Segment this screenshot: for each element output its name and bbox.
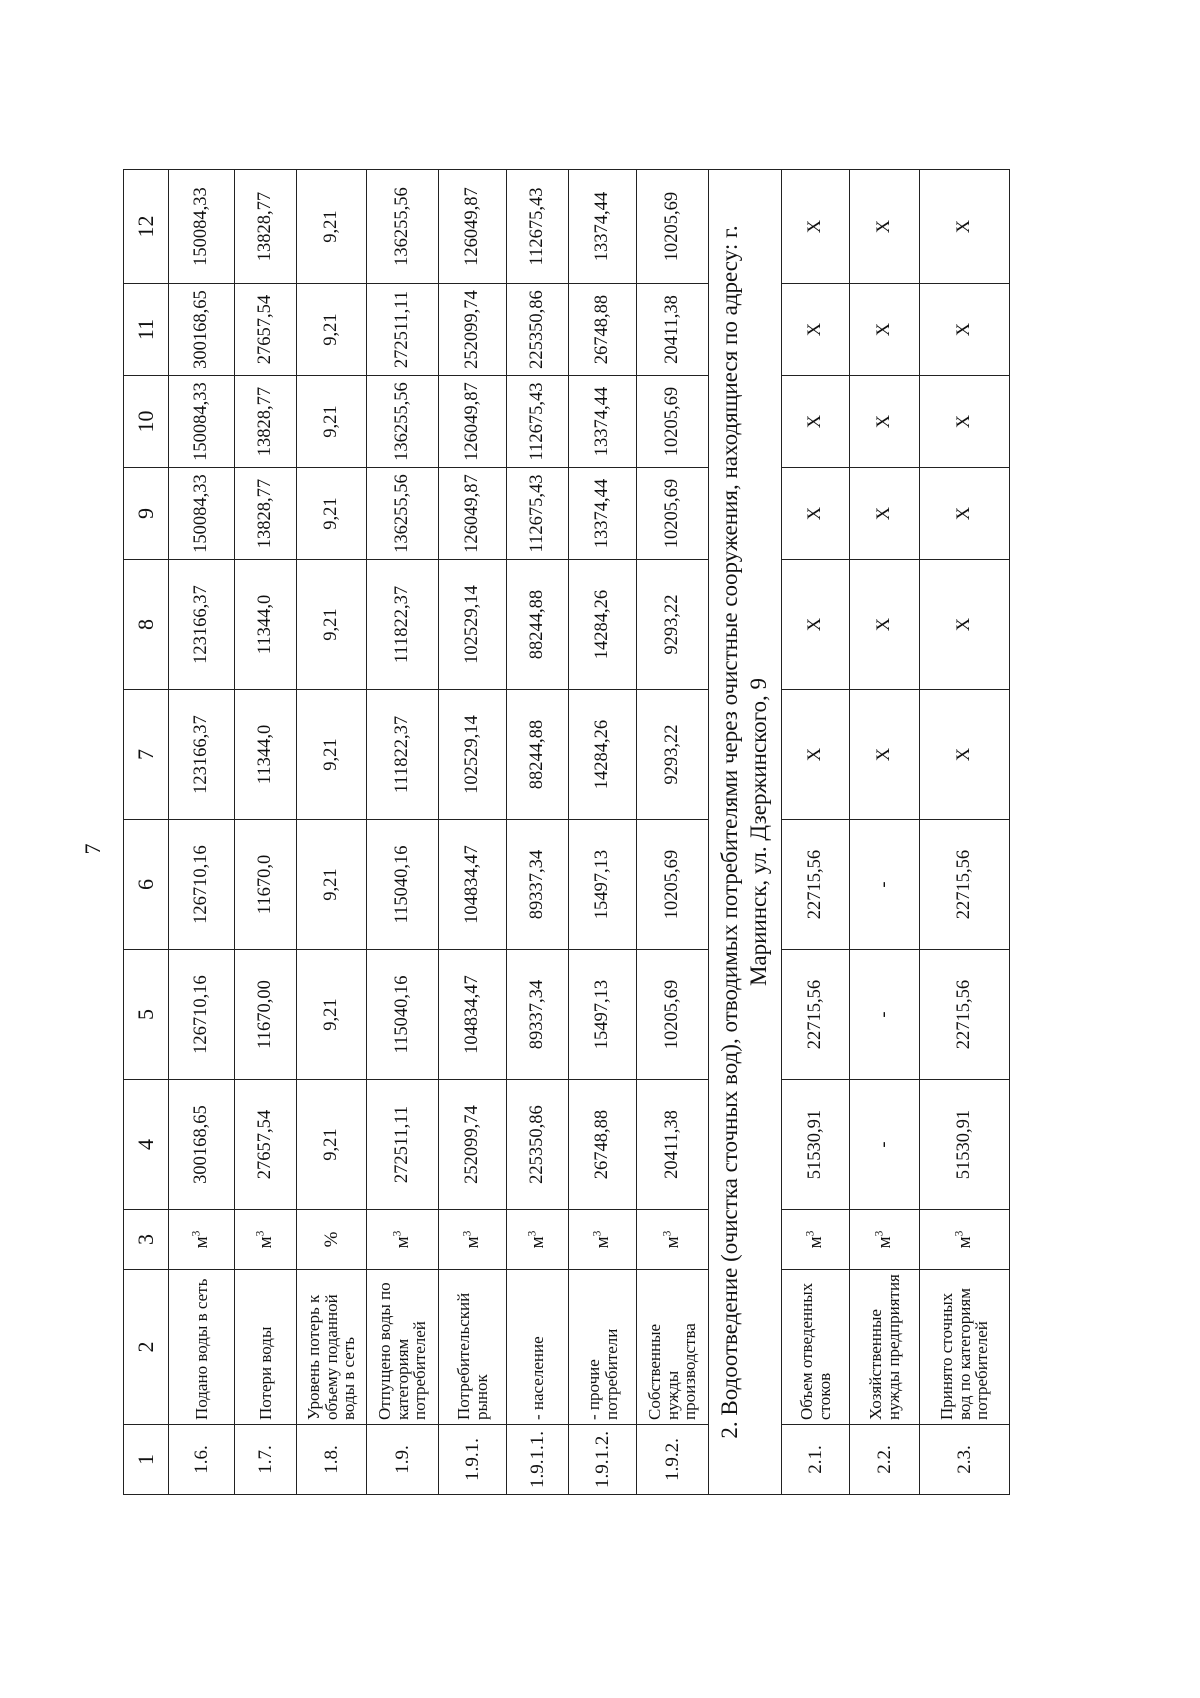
row-number: 1.8. — [297, 1425, 367, 1495]
value-cell: 104834,47 — [439, 950, 507, 1080]
row-label: Потребительский рынок — [439, 1270, 507, 1425]
value-cell: - — [850, 1080, 920, 1210]
value-cell: 13374,44 — [569, 376, 637, 468]
row-number: 1.6. — [169, 1425, 235, 1495]
value-cell: 22715,56 — [782, 820, 850, 950]
value-cell: 150084,33 — [169, 468, 235, 560]
column-header: 4 — [124, 1080, 169, 1210]
row-label: Отпущено воды по категориям потребителей — [367, 1270, 439, 1425]
value-cell: 13828,77 — [235, 376, 297, 468]
value-cell: Х — [850, 170, 920, 284]
value-cell: 9,21 — [297, 376, 367, 468]
value-cell: Х — [920, 560, 1010, 690]
table-row — [782, 170, 850, 1495]
value-cell: 111822,37 — [367, 690, 439, 820]
column-header: 9 — [124, 468, 169, 560]
row-label: - прочие потребители — [569, 1270, 637, 1425]
unit-cell: $м^3$ — [169, 1210, 235, 1270]
value-cell: 11670,00 — [235, 950, 297, 1080]
unit-cell: $м^3$ — [850, 1210, 920, 1270]
value-cell: 9,21 — [297, 284, 367, 376]
value-cell: 11344,0 — [235, 560, 297, 690]
unit-exponent: 3 — [190, 1230, 203, 1237]
value-cell: Х — [850, 468, 920, 560]
value-cell: 136255,56 — [367, 468, 439, 560]
value-cell: 27657,54 — [235, 1080, 297, 1210]
value-cell: 272511,11 — [367, 1080, 439, 1210]
value-cell: Х — [782, 468, 850, 560]
value-cell: Х — [850, 690, 920, 820]
value-cell: 89337,34 — [507, 820, 569, 950]
unit-cell: $м^3$ — [782, 1210, 850, 1270]
header-row — [124, 170, 169, 1495]
value-cell: 9,21 — [297, 1080, 367, 1210]
value-cell: 112675,43 — [507, 376, 569, 468]
value-cell: 27657,54 — [235, 284, 297, 376]
value-cell: 104834,47 — [439, 820, 507, 950]
row-label: Собственные нужды производства — [637, 1270, 709, 1425]
value-cell: 14284,26 — [569, 690, 637, 820]
page-number: 7 — [80, 843, 105, 855]
value-cell: 126049,87 — [439, 376, 507, 468]
unit-exponent: 3 — [526, 1230, 539, 1237]
value-cell: 112675,43 — [507, 170, 569, 284]
unit-cell: $м^3$ — [637, 1210, 709, 1270]
value-cell: 115040,16 — [367, 950, 439, 1080]
column-header: 8 — [124, 560, 169, 690]
table-row — [569, 170, 637, 1495]
value-cell: - — [850, 950, 920, 1080]
column-header: 1 — [124, 1425, 169, 1495]
value-cell: Х — [850, 284, 920, 376]
value-cell: Х — [920, 468, 1010, 560]
value-cell: Х — [782, 690, 850, 820]
value-cell: Х — [782, 170, 850, 284]
table-row — [637, 170, 709, 1495]
value-cell: 20411,38 — [637, 284, 709, 376]
table-row — [850, 170, 920, 1495]
value-cell: 22715,56 — [920, 950, 1010, 1080]
value-cell: 88244,88 — [507, 690, 569, 820]
value-cell: 111822,37 — [367, 560, 439, 690]
column-header: 7 — [124, 690, 169, 820]
value-cell: 9293,22 — [637, 560, 709, 690]
value-cell: Х — [920, 284, 1010, 376]
unit-cell: $м^3$ — [507, 1210, 569, 1270]
value-cell: 126710,16 — [169, 820, 235, 950]
row-label: Уровень потерь к объему поданной воды в сеть — [297, 1270, 367, 1425]
value-cell: 272511,11 — [367, 284, 439, 376]
value-cell: 13374,44 — [569, 170, 637, 284]
row-number: 1.9.1.1. — [507, 1425, 569, 1495]
value-cell: 15497,13 — [569, 820, 637, 950]
value-cell: 51530,91 — [920, 1080, 1010, 1210]
value-cell: 9,21 — [297, 820, 367, 950]
value-cell: 115040,16 — [367, 820, 439, 950]
section-title-row — [709, 170, 782, 1495]
data-table — [123, 169, 1010, 1495]
table-row — [235, 170, 297, 1495]
value-cell: Х — [920, 376, 1010, 468]
value-cell: Х — [920, 170, 1010, 284]
value-cell: 9,21 — [297, 170, 367, 284]
table-row — [297, 170, 367, 1495]
value-cell: Х — [850, 376, 920, 468]
unit-exponent: 3 — [953, 1230, 966, 1237]
row-label: Принято сточных вод по категориям потребителей — [920, 1270, 1010, 1425]
value-cell: 136255,56 — [367, 376, 439, 468]
value-cell: Х — [782, 560, 850, 690]
value-cell: 10205,69 — [637, 820, 709, 950]
value-cell: 26748,88 — [569, 1080, 637, 1210]
row-number: 1.9. — [367, 1425, 439, 1495]
row-number: 1.7. — [235, 1425, 297, 1495]
unit-exponent: 3 — [461, 1230, 474, 1237]
value-cell: 88244,88 — [507, 560, 569, 690]
table-row — [439, 170, 507, 1495]
value-cell: 15497,13 — [569, 950, 637, 1080]
row-label: Хозяйственные нужды предприятия — [850, 1270, 920, 1425]
value-cell: 26748,88 — [569, 284, 637, 376]
value-cell: 300168,65 — [169, 1080, 235, 1210]
row-label: - население — [507, 1270, 569, 1425]
value-cell: 126049,87 — [439, 170, 507, 284]
value-cell: 136255,56 — [367, 170, 439, 284]
row-number: 1.9.2. — [637, 1425, 709, 1495]
value-cell: 252099,74 — [439, 284, 507, 376]
value-cell: 10205,69 — [637, 950, 709, 1080]
value-cell: Х — [920, 690, 1010, 820]
value-cell: 102529,14 — [439, 690, 507, 820]
column-header: 3 — [124, 1210, 169, 1270]
section-title: 2. Водоотведение (очистка сточных вод), отводимых потребителями через очистные сооружения, находящиеся по адресу: г. Мариинск, ул. Дзержинского, 9 — [709, 170, 782, 1495]
table-row — [169, 170, 235, 1495]
value-cell: - — [850, 820, 920, 950]
table-row — [507, 170, 569, 1495]
unit-exponent: 3 — [873, 1230, 886, 1237]
value-cell: 150084,33 — [169, 170, 235, 284]
value-cell: 10205,69 — [637, 170, 709, 284]
value-cell: Х — [782, 376, 850, 468]
unit-cell: $м^3$ — [367, 1210, 439, 1270]
value-cell: 123166,37 — [169, 690, 235, 820]
value-cell: 150084,33 — [169, 376, 235, 468]
unit-cell: $м^3$ — [439, 1210, 507, 1270]
column-header: 10 — [124, 376, 169, 468]
value-cell: 112675,43 — [507, 468, 569, 560]
value-cell: 225350,86 — [507, 284, 569, 376]
value-cell: 22715,56 — [782, 950, 850, 1080]
value-cell: 22715,56 — [920, 820, 1010, 950]
value-cell: 9,21 — [297, 950, 367, 1080]
value-cell: Х — [782, 284, 850, 376]
row-label: Объем отведенных стоков — [782, 1270, 850, 1425]
unit-exponent: 3 — [591, 1230, 604, 1237]
value-cell: 13374,44 — [569, 468, 637, 560]
value-cell: 123166,37 — [169, 560, 235, 690]
row-label: Потери воды — [235, 1270, 297, 1425]
column-header: 2 — [124, 1270, 169, 1425]
unit-exponent: 3 — [391, 1230, 404, 1237]
row-number: 2.2. — [850, 1425, 920, 1495]
value-cell: 10205,69 — [637, 468, 709, 560]
value-cell: 14284,26 — [569, 560, 637, 690]
unit-exponent: 3 — [804, 1230, 817, 1237]
table-row — [367, 170, 439, 1495]
value-cell: 9,21 — [297, 560, 367, 690]
value-cell: 89337,34 — [507, 950, 569, 1080]
value-cell: 9,21 — [297, 690, 367, 820]
value-cell: 10205,69 — [637, 376, 709, 468]
value-cell: Х — [850, 560, 920, 690]
value-cell: 20411,38 — [637, 1080, 709, 1210]
unit-cell: $м^3$ — [235, 1210, 297, 1270]
row-number: 2.3. — [920, 1425, 1010, 1495]
unit-cell: % — [297, 1210, 367, 1270]
value-cell: 11344,0 — [235, 690, 297, 820]
unit-exponent: 3 — [661, 1230, 674, 1237]
unit-exponent: 3 — [254, 1230, 267, 1237]
value-cell: 11670,0 — [235, 820, 297, 950]
value-cell: 51530,91 — [782, 1080, 850, 1210]
value-cell: 13828,77 — [235, 468, 297, 560]
table-row — [920, 170, 1010, 1495]
row-number: 1.9.1. — [439, 1425, 507, 1495]
unit-cell: $м^3$ — [920, 1210, 1010, 1270]
value-cell: 252099,74 — [439, 1080, 507, 1210]
value-cell: 9293,22 — [637, 690, 709, 820]
value-cell: 126710,16 — [169, 950, 235, 1080]
unit-cell: $м^3$ — [569, 1210, 637, 1270]
column-header: 5 — [124, 950, 169, 1080]
value-cell: 126049,87 — [439, 468, 507, 560]
value-cell: 102529,14 — [439, 560, 507, 690]
value-cell: 225350,86 — [507, 1080, 569, 1210]
column-header: 11 — [124, 284, 169, 376]
row-number: 2.1. — [782, 1425, 850, 1495]
column-header: 6 — [124, 820, 169, 950]
row-number: 1.9.1.2. — [569, 1425, 637, 1495]
column-header: 12 — [124, 170, 169, 284]
value-cell: 300168,65 — [169, 284, 235, 376]
row-label: Подано воды в сеть — [169, 1270, 235, 1425]
rotated-table-container — [123, 170, 1073, 1495]
value-cell: 9,21 — [297, 468, 367, 560]
value-cell: 13828,77 — [235, 170, 297, 284]
